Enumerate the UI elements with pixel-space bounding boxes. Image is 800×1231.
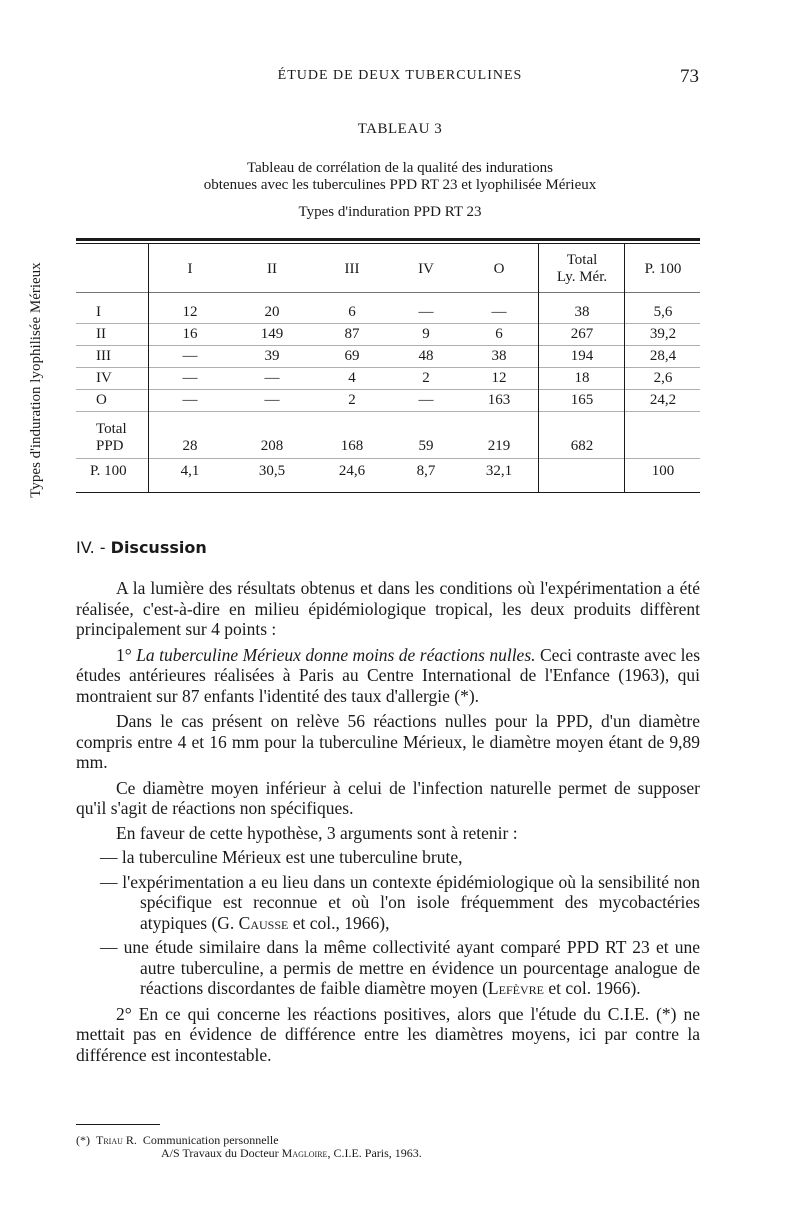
body-text: [76, 578, 700, 1065]
total-cell: 28: [182, 438, 198, 454]
table-cell: 12: [182, 304, 198, 320]
list-item: [76, 847, 700, 868]
col-header: O: [493, 261, 505, 277]
section-heading: [76, 538, 207, 557]
table-cell: 39: [264, 348, 280, 364]
row-label: II: [96, 326, 106, 342]
table-cell: 9: [422, 326, 430, 342]
list-item: [76, 872, 700, 934]
footnote: [76, 1134, 422, 1160]
table-vline: [148, 244, 149, 492]
total-cell: 59: [418, 438, 434, 454]
table-cell: 87: [344, 326, 360, 342]
paragraph: A la lumière des résultats obtenus et dans les conditions où l'expérimentation a été réalisée, c'est-à-dire en milieu épidémiologique tropical, les deux produits diffèrent principalement sur 4 points :: [76, 578, 700, 639]
row-rule: [76, 323, 700, 324]
table-cell: 149: [260, 326, 284, 342]
row-label: I: [96, 304, 101, 320]
row-total: 165: [570, 392, 594, 408]
row-rule: [76, 458, 700, 459]
footnote-author: Triau R.: [96, 1133, 137, 1147]
paragraph: [76, 645, 700, 707]
paragraph: Dans le cas présent on relève 56 réactions nulles pour la PPD, d'un diamètre compris entre 4 et 16 mm pour la tuberculine Mérieux, le diamètre moyen étant de 9,89 mm.: [76, 711, 700, 772]
list-item-text: la tuberculine Mérieux est une tuberculine brute,: [121, 847, 463, 867]
col-header: IV: [418, 261, 434, 277]
table-cell: —: [264, 392, 280, 408]
citation-author: Lefèvre: [487, 978, 544, 998]
footnote-marker: (*): [76, 1133, 90, 1147]
footnote-text: Communication personnelle: [142, 1133, 279, 1147]
header-rule: [76, 292, 700, 293]
row-pct: 24,2: [649, 392, 677, 408]
footnote-text: , C.I.E. Paris, 1963.: [327, 1146, 422, 1160]
table-caption: [0, 160, 800, 194]
table-bottom-rule: [76, 492, 700, 493]
table-number: TABLEAU 3: [357, 121, 443, 137]
row-label: O: [96, 392, 107, 408]
total-col-header-line2: Ly. Mér.: [556, 269, 608, 285]
table-cell: 69: [344, 348, 360, 364]
table-top-rule-2: [76, 243, 700, 244]
table-cell: —: [182, 370, 198, 386]
footnote-line2: [76, 1147, 422, 1160]
table-caption-line1: Tableau de corrélation de la qualité des indurations: [247, 160, 553, 176]
table-cell: —: [264, 370, 280, 386]
table-caption-line2: obtenues avec les tuberculines PPD RT 23 et lyophilisée Mérieux: [203, 177, 597, 193]
table-top-rule: [76, 238, 700, 241]
section-title: Discussion: [110, 538, 207, 557]
list-item-text: et col., 1966),: [292, 912, 390, 933]
page-number: 73: [680, 66, 699, 87]
list-dash: —: [100, 847, 118, 867]
list-item: [76, 937, 700, 999]
row-pct: 39,2: [649, 326, 677, 342]
paragraph: En faveur de cette hypothèse, 3 arguments sont à retenir :: [116, 822, 518, 843]
table-cell: 20: [264, 304, 280, 320]
table-cell: 6: [495, 326, 503, 342]
table-cell: 6: [348, 304, 356, 320]
row-rule: [76, 367, 700, 368]
row-total: 267: [570, 326, 594, 342]
running-title: ÉTUDE DE DEUX TUBERCULINES: [277, 68, 523, 83]
table-cell: —: [182, 392, 198, 408]
footnote-name: Magloire: [281, 1146, 328, 1160]
total-row-label-line2: PPD: [96, 438, 124, 454]
total-col-header: [540, 252, 624, 286]
table-cell: 12: [491, 370, 507, 386]
pct-cell: 24,6: [338, 463, 366, 479]
section-number: IV.: [76, 538, 95, 557]
table-cell: —: [491, 304, 507, 320]
row-label: IV: [96, 370, 112, 386]
table-cell: 2: [348, 392, 356, 408]
row-rule: [76, 389, 700, 390]
row-pct: 5,6: [653, 304, 673, 320]
total-cell: 208: [260, 438, 284, 454]
table-cell: —: [418, 304, 434, 320]
table-vline: [624, 244, 625, 492]
pct-row-label: P. 100: [90, 463, 127, 479]
row-total: 18: [574, 370, 590, 386]
table-cell: 4: [348, 370, 356, 386]
paragraph: Ce diamètre moyen inférieur à celui de l'infection naturelle permet de supposer qu'il s'agit de réactions non spécifiques.: [76, 777, 700, 818]
footnote-rule: [76, 1124, 160, 1125]
row-rule: [76, 345, 700, 346]
row-pct: 2,6: [653, 370, 673, 386]
column-group-label: Types d'induration PPD RT 23: [298, 204, 482, 220]
table-cell: 38: [491, 348, 507, 364]
total-cell: 219: [487, 438, 511, 454]
table-vline: [538, 244, 539, 492]
col-header: I: [187, 261, 193, 277]
pct-cell: 30,5: [258, 463, 286, 479]
pct-cell: 32,1: [485, 463, 513, 479]
row-group-label: Types d'induration lyophilisée Mérieux: [28, 262, 44, 498]
row-total: 38: [574, 304, 590, 320]
total-col-header-line1: Total: [566, 252, 598, 268]
list-item-text: une étude similaire dans la même collectivité ayant comparé PPD RT 23 et une autre tuberculine, a permis de mettre en évidence un pourcentage analogue de réactions discordantes de faible diamètre moyen (: [123, 937, 700, 998]
col-header: III: [344, 261, 360, 277]
row-pct: 28,4: [649, 348, 677, 364]
table-cell: —: [182, 348, 198, 364]
row-label: III: [96, 348, 111, 364]
point-title: La tuberculine Mérieux donne moins de réactions nulles.: [136, 644, 536, 665]
pct-total: 100: [651, 463, 675, 479]
paragraph: 2° En ce qui concerne les réactions positives, alors que l'étude du C.I.E. (*) ne mettait pas en évidence de différence entre les diamètres moyens, ici par contre la différence est incontestable.: [76, 1003, 700, 1065]
point-number: 1°: [116, 644, 132, 665]
pct-cell: 4,1: [180, 463, 200, 479]
list-item-text: et col. 1966).: [548, 978, 641, 998]
citation-author: Causse: [238, 912, 289, 933]
footnote-text: A/S Travaux du Docteur: [161, 1146, 279, 1160]
list-item-text: l'expérimentation a eu lieu dans un contexte épidémiologique où la sensibilité non spécifique est reconnue et où l'on isole fréquemment des mycobactéries atypiques (G.: [122, 871, 700, 933]
row-total: 194: [570, 348, 594, 364]
table-cell: —: [418, 392, 434, 408]
total-row-label: [96, 421, 148, 455]
table-cell: 2: [422, 370, 430, 386]
total-cell: 168: [340, 438, 364, 454]
pct-cell: 8,7: [416, 463, 436, 479]
total-row-label-line1: Total: [96, 421, 127, 437]
table-cell: 163: [487, 392, 511, 408]
list-dash: —: [100, 937, 118, 957]
section-dash: -: [99, 538, 106, 557]
table-cell: 48: [418, 348, 434, 364]
list-dash: —: [100, 871, 118, 892]
pct-col-header: P. 100: [644, 261, 682, 277]
row-rule: [76, 411, 700, 412]
point-text: Ceci contraste avec les études antérieures réalisées à Paris au Centre International de l'Enfance (1963), qui montraient sur 87 enfants l'identité des taux d'allergie (*).: [76, 644, 701, 706]
col-header: II: [267, 261, 277, 277]
table-cell: 16: [182, 326, 198, 342]
grand-total: 682: [570, 438, 594, 454]
